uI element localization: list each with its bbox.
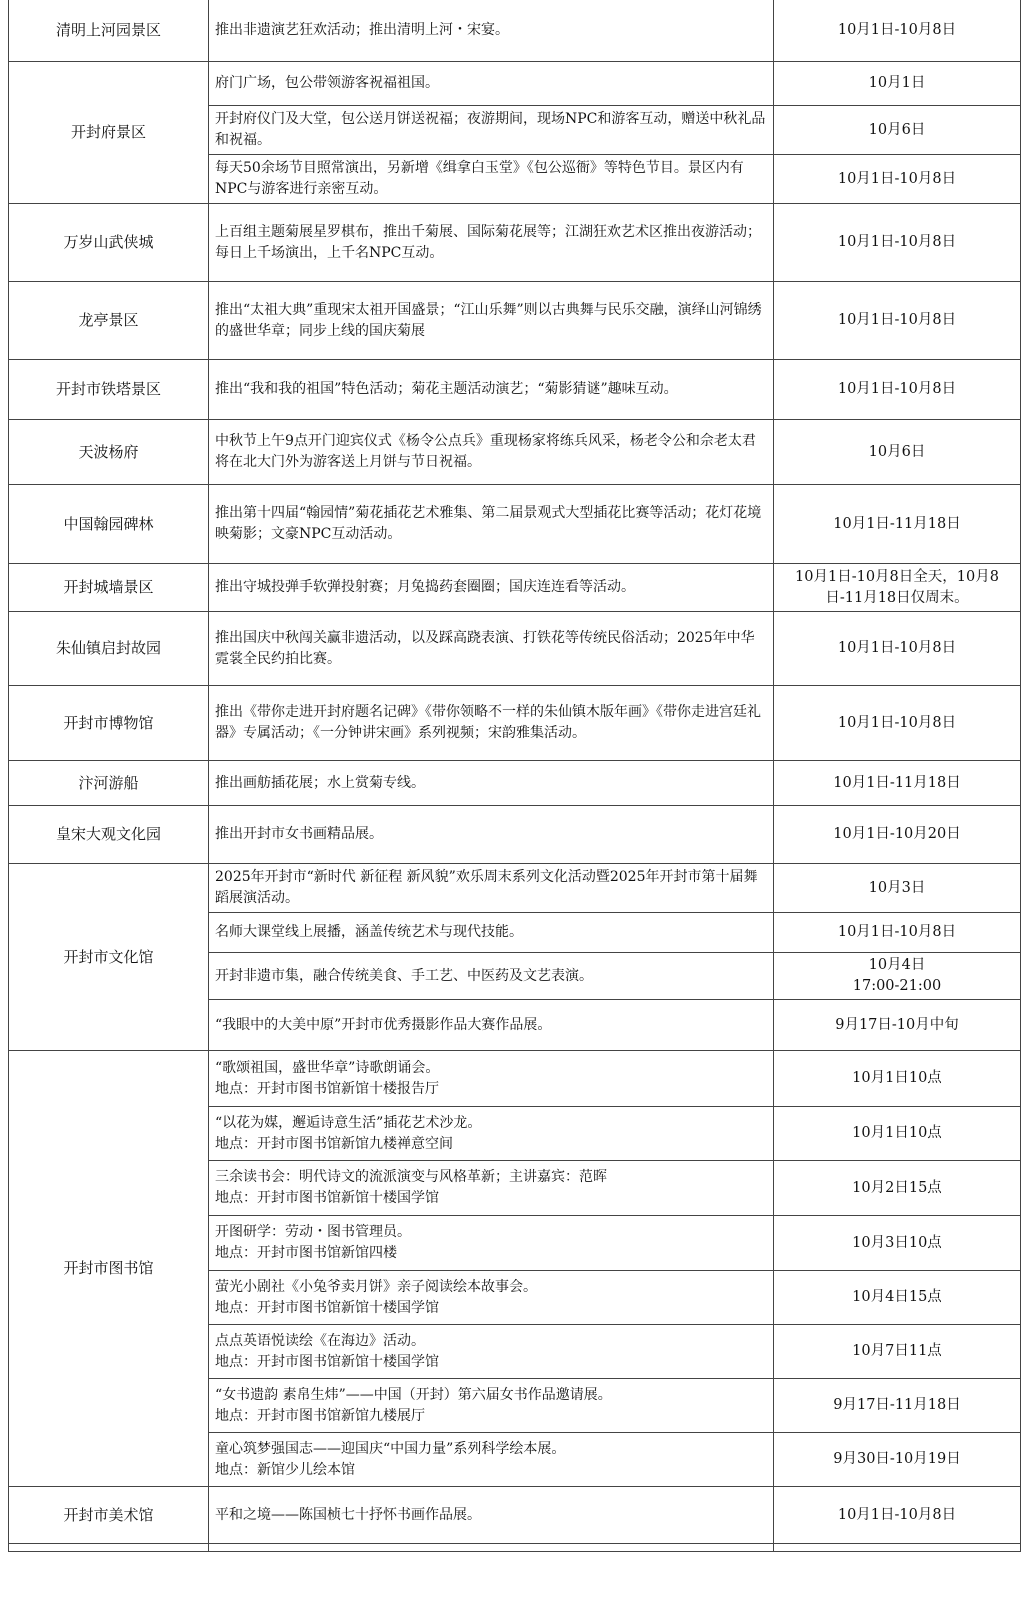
event-description-cell: 开图研学：劳动・图书管理员。 地点：开封市图书馆新馆四楼 <box>209 1216 774 1271</box>
table-row <box>9 485 1021 564</box>
venue-cell: 开封城墙景区 <box>9 564 209 612</box>
table-row <box>9 1544 1021 1552</box>
event-description-cell: 府门广场，包公带领游客祝福祖国。 <box>209 62 774 106</box>
table-row <box>9 612 1021 686</box>
table-row <box>9 761 1021 806</box>
venue-cell: 中国翰园碑林 <box>9 485 209 564</box>
venue-cell: 皇宋大观文化园 <box>9 806 209 864</box>
event-date-cell: 10月1日-10月8日 <box>774 612 1021 686</box>
table-row <box>9 204 1021 282</box>
table-row <box>9 282 1021 360</box>
events-table <box>8 0 1021 1552</box>
event-date-cell: 10月1日-10月8日 <box>774 204 1021 282</box>
event-description-cell: “以花为媒，邂逅诗意生活”插花艺术沙龙。 地点：开封市图书馆新馆九楼禅意空间 <box>209 1107 774 1161</box>
event-date-cell: 10月1日-10月8日 <box>774 155 1021 204</box>
event-description-cell: “我眼中的大美中原”开封市优秀摄影作品大赛作品展。 <box>209 1000 774 1051</box>
event-date-cell: 10月1日-10月8日 <box>774 0 1021 62</box>
table-row <box>9 420 1021 485</box>
table-row <box>9 864 1021 913</box>
event-date-cell: 9月17日-11月18日 <box>774 1379 1021 1433</box>
table-row <box>9 0 1021 62</box>
event-date-cell: 10月1日-10月8日 <box>774 1487 1021 1544</box>
event-description-cell: 推出非遗演艺狂欢活动；推出清明上河・宋宴。 <box>209 0 774 62</box>
table-row <box>9 1487 1021 1544</box>
event-description-cell: 推出开封市女书画精品展。 <box>209 806 774 864</box>
event-date-cell: 10月3日 <box>774 864 1021 913</box>
event-date-cell: 10月1日10点 <box>774 1051 1021 1107</box>
table-row <box>9 62 1021 106</box>
event-date-cell: 10月7日11点 <box>774 1325 1021 1379</box>
event-description-cell: 推出“我和我的祖国”特色活动；菊花主题活动演艺；“菊影猜谜”趣味互动。 <box>209 360 774 420</box>
event-date-cell: 10月6日 <box>774 106 1021 155</box>
event-date-cell: 10月1日-11月18日 <box>774 761 1021 806</box>
table-row <box>9 686 1021 761</box>
table-row <box>9 806 1021 864</box>
event-description-cell: 推出《带你走进开封府题名记碑》《带你领略不一样的朱仙镇木版年画》《带你走进宫廷礼器》专属活动；《一分钟讲宋画》系列视频；宋韵雅集活动。 <box>209 686 774 761</box>
event-description-cell: 上百组主题菊展星罗棋布，推出千菊展、国际菊花展等；江湖狂欢艺术区推出夜游活动；每日上千场演出，上千名NPC互动。 <box>209 204 774 282</box>
event-date-cell: 10月1日-10月8日 <box>774 282 1021 360</box>
venue-cell: 天波杨府 <box>9 420 209 485</box>
event-date-cell: 10月1日 <box>774 62 1021 106</box>
venue-cell: 开封府景区 <box>9 62 209 204</box>
events-table-body <box>9 0 1021 1552</box>
event-date-cell: 10月4日 17:00-21:00 <box>774 953 1021 1000</box>
venue-cell: 汴河游船 <box>9 761 209 806</box>
event-description-cell: 童心筑梦强国志——迎国庆“中国力量”系列科学绘本展。 地点：新馆少儿绘本馆 <box>209 1433 774 1487</box>
event-description-cell: 推出画舫插花展；水上赏菊专线。 <box>209 761 774 806</box>
event-date-cell: 10月1日-10月8日全天，10月8日-11月18日仅周末。 <box>774 564 1021 612</box>
event-date-cell: 9月30日-10月19日 <box>774 1433 1021 1487</box>
event-date-cell: 10月1日10点 <box>774 1107 1021 1161</box>
event-date-cell: 10月3日10点 <box>774 1216 1021 1271</box>
event-description-cell: “歌颂祖国，盛世华章”诗歌朗诵会。 地点：开封市图书馆新馆十楼报告厅 <box>209 1051 774 1107</box>
table-row <box>9 1051 1021 1107</box>
event-description-cell: 推出国庆中秋闯关赢非遗活动，以及踩高跷表演、打铁花等传统民俗活动；2025年中华霓裳全民约拍比赛。 <box>209 612 774 686</box>
event-date-cell: 10月2日15点 <box>774 1161 1021 1216</box>
venue-cell: 开封市图书馆 <box>9 1051 209 1487</box>
event-description-cell: 开封非遗市集，融合传统美食、手工艺、中医药及文艺表演。 <box>209 953 774 1000</box>
venue-cell: 开封市博物馆 <box>9 686 209 761</box>
event-description-cell: “女书遗韵 素帛生炜”——中国（开封）第六届女书作品邀请展。 地点：开封市图书馆新馆九楼展厅 <box>209 1379 774 1433</box>
event-description-cell: 名师大课堂线上展播，涵盖传统艺术与现代技能。 <box>209 913 774 953</box>
event-description-cell: 三余读书会：明代诗文的流派演变与风格革新；主讲嘉宾：范晖 地点：开封市图书馆新馆十楼国学馆 <box>209 1161 774 1216</box>
event-date-cell: 10月1日-11月18日 <box>774 485 1021 564</box>
table-row <box>9 360 1021 420</box>
event-date-cell: 10月1日-10月8日 <box>774 686 1021 761</box>
venue-cell: 开封市铁塔景区 <box>9 360 209 420</box>
venue-cell: 开封市美术馆 <box>9 1487 209 1544</box>
venue-cell: 朱仙镇启封故园 <box>9 612 209 686</box>
event-date-cell: 9月17日-10月中旬 <box>774 1000 1021 1051</box>
event-description-cell: 点点英语悦读绘《在海边》活动。 地点：开封市图书馆新馆十楼国学馆 <box>209 1325 774 1379</box>
venue-cell: 万岁山武侠城 <box>9 204 209 282</box>
event-description-cell: 每天50余场节目照常演出，另新增《缉拿白玉堂》《包公巡衙》等特色节目。景区内有NPC与游客进行亲密互动。 <box>209 155 774 204</box>
event-date-cell: 10月1日-10月8日 <box>774 913 1021 953</box>
venue-cell: 开封市文化馆 <box>9 864 209 1051</box>
event-description-cell: 推出第十四届“翰园情”菊花插花艺术雅集、第二届景观式大型插花比赛等活动；花灯花境映菊影；文豪NPC互动活动。 <box>209 485 774 564</box>
event-date-cell: 10月4日15点 <box>774 1271 1021 1325</box>
event-description-cell: 中秋节上午9点开门迎宾仪式《杨令公点兵》重现杨家将练兵风采，杨老令公和佘老太君将在北大门外为游客送上月饼与节日祝福。 <box>209 420 774 485</box>
empty-cell <box>774 1544 1021 1552</box>
event-description-cell: 推出“太祖大典”重现宋太祖开国盛景；“江山乐舞”则以古典舞与民乐交融，演绎山河锦绣的盛世华章；同步上线的国庆菊展 <box>209 282 774 360</box>
event-date-cell: 10月1日-10月8日 <box>774 360 1021 420</box>
table-row <box>9 564 1021 612</box>
venue-cell: 清明上河园景区 <box>9 0 209 62</box>
event-date-cell: 10月1日-10月20日 <box>774 806 1021 864</box>
event-date-cell: 10月6日 <box>774 420 1021 485</box>
event-description-cell: 开封府仪门及大堂，包公送月饼送祝福；夜游期间，现场NPC和游客互动，赠送中秋礼品和祝福。 <box>209 106 774 155</box>
event-description-cell: 平和之境——陈国桢七十抒怀书画作品展。 <box>209 1487 774 1544</box>
event-description-cell: 2025年开封市“新时代 新征程 新风貌”欢乐周末系列文化活动暨2025年开封市第十届舞蹈展演活动。 <box>209 864 774 913</box>
venue-cell: 龙亭景区 <box>9 282 209 360</box>
event-description-cell: 推出守城投弹手软弹投射赛；月兔捣药套圈圈；国庆连连看等活动。 <box>209 564 774 612</box>
empty-cell <box>9 1544 209 1552</box>
empty-cell <box>209 1544 774 1552</box>
event-description-cell: 萤光小剧社《小兔爷卖月饼》亲子阅读绘本故事会。 地点：开封市图书馆新馆十楼国学馆 <box>209 1271 774 1325</box>
